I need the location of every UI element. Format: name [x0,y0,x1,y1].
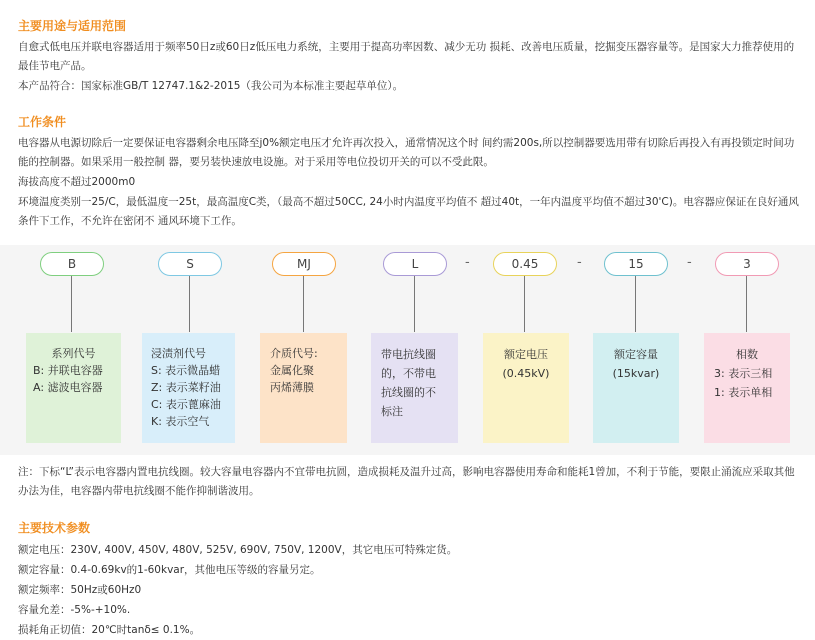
section-title-conditions: 工作条件 [18,115,67,129]
card-line: 额定容量 [614,348,658,361]
temperature-paragraph: 环境温度类别一25/C，最低温度一25t，最高温度C类，（最高不超过50CC, 24小时内温度平均值不 超过40t，一年内温度平均值不超过30'C)。电容器应保证在良好通风条件下工作，不允许在密闭不 通风环境下工作。 [18,196,799,227]
model-pill-impregnant: S [158,252,222,276]
reactor-note: 注：下标“L”表示电容器内置电抗线圈。较大容量电容器内不宜带电抗圆，造成损耗及温升过高，影响电容器使用寿命和能耗1曾加，不利于节能，要限止涌流应采取其他办法为佳，电容器内带电抗线圈不能作抑制谐波用。 [18,466,795,497]
card-line: 3: 表示三相 [714,367,773,380]
section-title-parameters: 主要技术参数 [18,521,91,535]
param-loss-tangent: 损耗角正切值：20℃时tanδ≤ 0.1%。 [18,624,201,636]
card-line: 1: 表示单相 [714,386,773,399]
card-line: S: 表示微晶蜡 [151,364,221,377]
connector-line [414,276,415,332]
card-line: 金属化聚 [270,364,314,377]
usage-paragraph: 自愈式低电压并联电容器适用于频率50日z或60日z低压电力系统，主要用于提高功率因数、减少无功 损耗、改善电压质量，挖掘变压器容量等。是国家大力推荐使用的最佳节电产品。 [18,41,795,72]
model-card-reactor [371,333,458,443]
model-card-impregnant [142,333,235,443]
standard-paragraph: 本产品符合：国家标准GB/T 12747.1&2-2015（我公司为本标准主要起草单位）。 [18,80,404,92]
model-separator: - [687,255,692,270]
model-pill-voltage: 0.45 [493,252,557,276]
connector-line [303,276,304,332]
model-card-voltage [483,333,569,443]
connector-line [524,276,525,332]
card-line: 的，不带电 [381,367,436,380]
card-line: (15kvar) [612,367,660,380]
model-card-dielectric [260,333,347,443]
card-line: 系列代号 [51,347,96,360]
param-rated-voltage: 额定电压：230V, 400V, 450V, 480V, 525V, 690V, 750V, 1200V，其它电压可特殊定货。 [18,544,458,556]
model-separator: - [465,255,470,270]
card-line: 额定电压 [504,348,548,361]
connector-line [71,276,72,332]
card-line: 抗线圈的不 [381,386,436,399]
card-line: 介质代号: [270,347,318,360]
param-capacity-tolerance: 容量允差：-5%-+10%. [18,604,131,616]
param-rated-capacity: 额定容量：0.4-0.69kv的1-60kvar，其他电压等级的容量另定。 [18,564,321,576]
model-pill-phase: 3 [715,252,779,276]
model-pill-series: B [40,252,104,276]
altitude-paragraph: 海拔高度不超过2000m0 [18,176,136,188]
model-pill-capacity: 15 [604,252,668,276]
model-card-capacity [593,333,679,443]
connector-line [189,276,190,332]
discharge-paragraph: 电容器从电源切除后一定要保证电容器剩余电压降至j0%额定电压才允许再次投入，通常情况这个时 间约需200s,所以控制器要选用带有切除后再投入有再投锁定时间功能的控制器。如果采用一般控制 器，要另装快速放电设施。对于采用等电位投切开关的可以不受此限。 [18,137,795,168]
connector-line [635,276,636,332]
model-separator: - [577,255,582,270]
model-card-series [26,333,121,443]
card-line: 带电抗线圈 [381,348,436,361]
card-line: C: 表示蓖麻油 [151,398,221,411]
card-line: K: 表示空气 [151,415,210,428]
card-line: 相数 [736,348,758,361]
card-line: A: 滤波电容器 [33,381,103,394]
card-line: 浸渍剂代号 [151,347,206,360]
model-pill-reactor: L [383,252,447,276]
card-line: Z: 表示菜籽油 [151,381,221,394]
section-title-usage: 主要用途与适用范围 [18,19,127,33]
param-rated-frequency: 额定频率：50Hz或60Hz0 [18,584,142,596]
card-line: 丙烯薄膜 [270,381,314,394]
model-pill-dielectric: MJ [272,252,336,276]
model-card-phase [704,333,790,443]
connector-line [746,276,747,332]
card-line: B: 并联电容器 [33,364,103,377]
card-line: (0.45kV) [502,367,550,380]
card-line: 标注 [381,405,403,418]
